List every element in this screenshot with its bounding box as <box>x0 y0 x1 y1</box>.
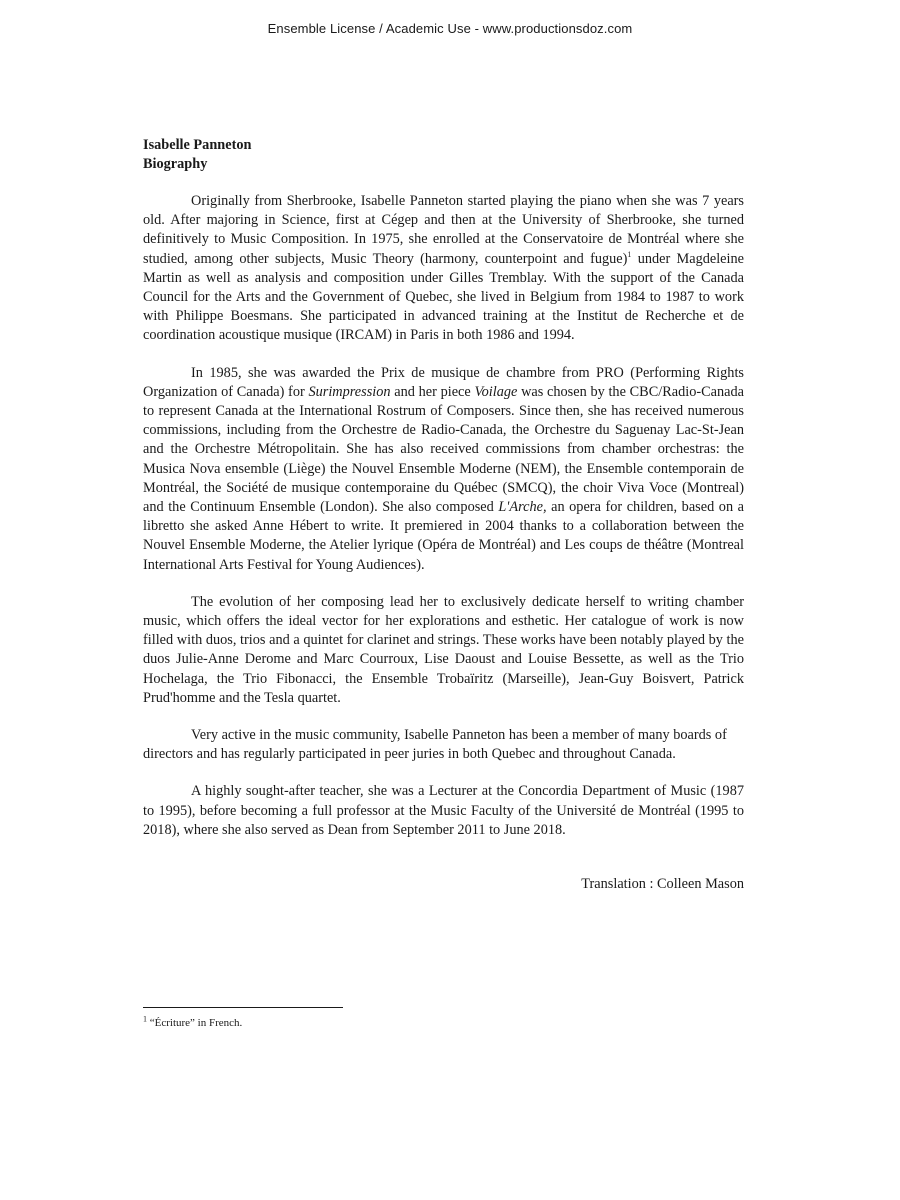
license-watermark: Ensemble License / Academic Use - www.productionsdoz.com <box>267 21 633 36</box>
footnote-reference: 1 <box>627 249 632 259</box>
paragraph-awards-commissions <box>143 364 744 575</box>
work-title-voilage: Voilage <box>474 383 518 400</box>
work-title-surimpression: Surimpression <box>308 383 391 400</box>
work-title-larche: L'Arche, <box>498 499 547 516</box>
paragraph-chamber-music: The evolution of her composing lead her to exclusively dedicate herself to writing chamber music, which offers the ideal vector for her explorations and esthetic. Her catalogue of work is now filled with duos, trios and a quintet for clarinet and strings. These works have been notably played by the duos Julie-Anne Derome and Marc Courroux, Lise Daoust and Louise Bessette, as well as the Trio Hochelaga, the Trio Fibonacci, the Ensemble Trobaïritz (Marseille), Jean-Guy Boisvert, Patrick Prud'homme and the Tesla quartet. <box>143 593 744 706</box>
paragraph-early-life <box>143 192 744 346</box>
paragraph-community: Very active in the music community, Isabelle Panneton has been a member of many boards of directors and has regularly participated in peer juries in both Quebec and throughout Canada. <box>143 727 727 763</box>
document-subtitle: Biography <box>143 156 208 172</box>
paragraph-awards-text-c: was chosen by the CBC/Radio-Canada to represent Canada at the International Rostrum of Composers. Since then, she has received numerous commissions, including from the Orchestre de Radio-Canada, the Orchestre du Saguenay Lac-St-Jean and the Orchestre Métropolitain. She has also received commissions from chamber orchestras: the Musica Nova ensemble (Liège) the Nouvel Ensemble Moderne (NEM), the Ensemble contemporain de Montréal, the Société de musique contemporaine du Québec (SMCQ), the choir Viva Voce (Montreal) and the Continuum Ensemble (London). She also composed <box>143 383 744 516</box>
paragraph-awards-text-b: and her piece <box>390 383 475 400</box>
composer-name: Isabelle Panneton <box>143 137 252 153</box>
footnote-divider <box>143 1007 343 1008</box>
paragraph-awards-text-d: an opera for children, based on a libretto she asked Anne Hébert to write. It premiered in 2004 thanks to a collaboration between the Nouvel Ensemble Moderne, the Atelier lyrique (Opéra de Montréal) and Les coups de théâtre (Montreal International Arts Festival for Young Audiences). <box>143 499 744 573</box>
paragraph-awards-text-a: In 1985, she was awarded the Prix de musique de chambre from PRO (Performing Rights Organization of Canada) for <box>143 364 744 400</box>
footnote-text: “Écriture” in French. <box>147 1017 243 1029</box>
paragraph-early-life-text-a: Originally from Sherbrooke, Isabelle Panneton started playing the piano when she was 7 years old. After majoring in Science, first at Cégep and then at the University of Sherbrooke, she turned definitively to Music Composition. In 1975, she enrolled at the Conservatoire de Montréal where she studied, among other subjects, Music Theory (harmony, counterpoint and fugue) <box>143 193 744 267</box>
footnote <box>143 1014 243 1029</box>
translation-credit: Translation : Colleen Mason <box>581 876 744 893</box>
paragraph-early-life-text-b: under Magdeleine Martin as well as analysis and composition under Gilles Tremblay. With the support of the Canada Council for the Arts and the Government of Quebec, she lived in Belgium from 1984 to 1987 to work with Philippe Boesmans. She participated in advanced training at the Institut de Recherche et de coordination acoustique musique (IRCAM) in Paris in both 1986 and 1994. <box>143 250 744 344</box>
footnote-mark: 1 <box>143 1014 147 1024</box>
paragraph-teaching: A highly sought-after teacher, she was a Lecturer at the Concordia Department of Music (1987 to 1995), before becoming a full professor at the Music Faculty of the Université de Montréal (1995 to 2018), where she also served as Dean from September 2011 to June 2018. <box>143 783 744 838</box>
biography-page <box>143 136 744 909</box>
